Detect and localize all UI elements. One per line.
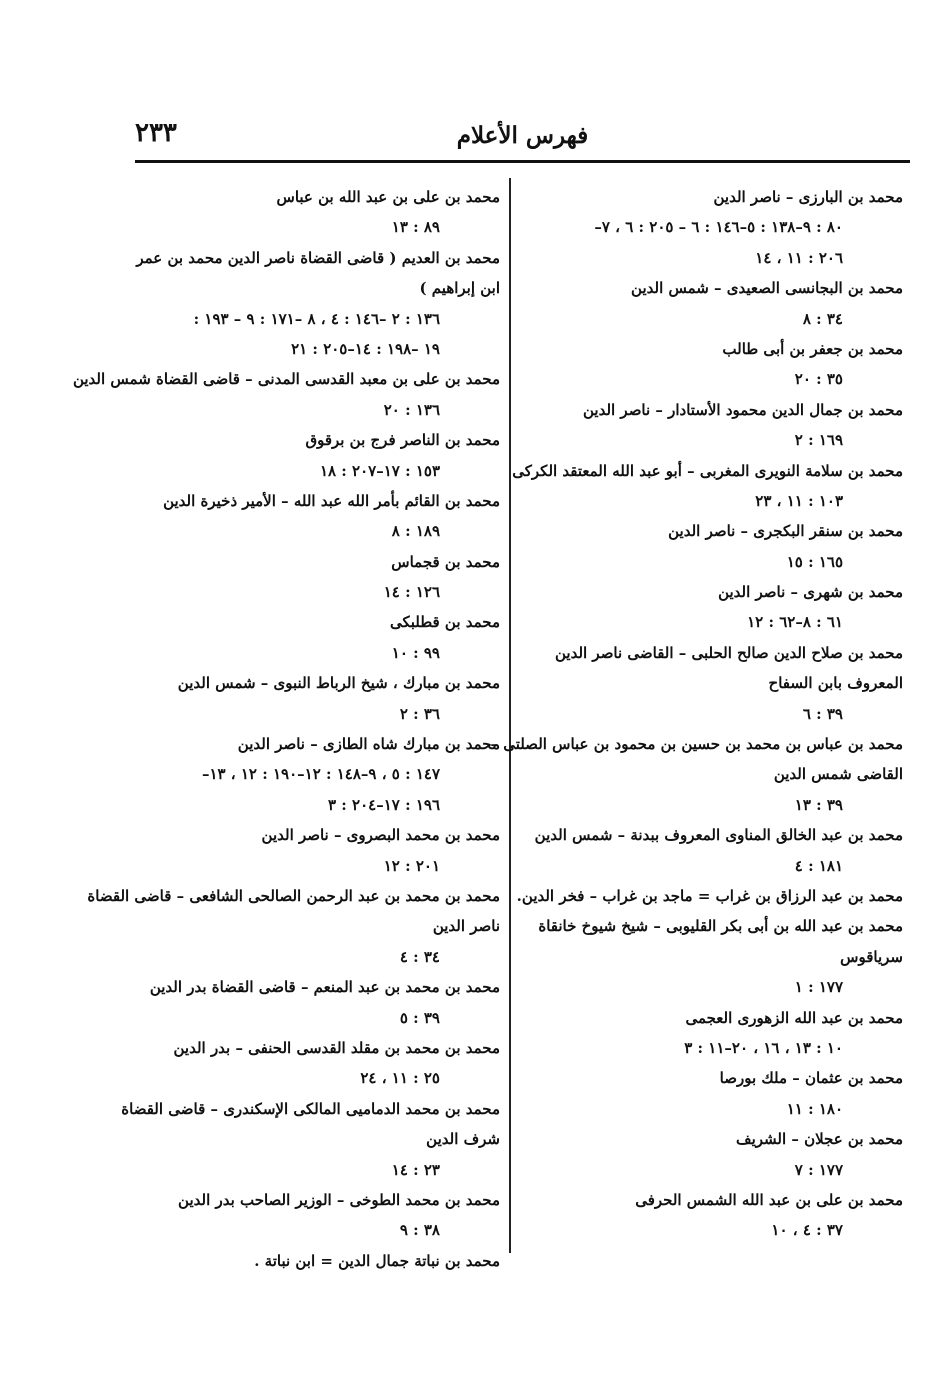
index-page-reference: ١٦٩ : ٢ (794, 431, 843, 450)
index-entry-name: محمد بن على بن معبد القدسى المدنى – قاضى القضاة شمس الدين (72, 370, 500, 389)
index-entry-name: محمد بن على بن عبد الله بن عباس (276, 188, 500, 206)
index-page-reference: ٢٠٦ : ١١ ، ١٤ (755, 248, 843, 267)
index-page-reference: ٣٩ : ١٣ (794, 795, 843, 814)
index-entry-name: محمد بن محمد بن مقلد القدسى الحنفى – بدر الدين (173, 1038, 500, 1057)
index-entry-name: محمد بن محمد بن عبد المنعم – قاضى القضاة بدر الدين (149, 978, 500, 997)
index-page-reference: ٣٩ : ٦ (802, 704, 843, 723)
header-rule (135, 160, 910, 163)
index-entry-name: محمد بن شهرى – ناصر الدين (718, 583, 903, 602)
index-page-reference: ١٩٦ : ١٧–٢٠٤ : ٣ (328, 795, 440, 814)
index-entry-name: محمد بن عبد الله بن أبى بكر القليوبى – شيخ شيوخ خانقاة (538, 917, 903, 936)
index-column-left (72, 182, 500, 1276)
index-entry-name: محمد بن البجانسى الصعيدى – شمس الدين (631, 279, 903, 298)
index-entry-name: محمد بن عجلان – الشريف (736, 1130, 903, 1149)
index-entry-name: محمد بن العديم ( قاضى القضاة ناصر الدين محمد بن عمر (136, 248, 500, 267)
index-page-reference: ١٣٦ : ٢ –١٤٦ : ٤ ، ٨ –١٧١ : ٩ – ١٩٣ : (193, 309, 440, 328)
index-page-reference: ١٧٧ : ٧ (794, 1160, 843, 1179)
page-title: فهرس الأعلام (456, 122, 589, 149)
index-page-reference: ٦١ : ٨–٦٢ : ١٢ (747, 613, 843, 632)
index-entry-name: محمد بن جمال الدين محمود الأستادار – ناصر الدين (582, 400, 903, 419)
index-entry-name: محمد بن مبارك ، شيخ الرباط النبوى – شمس الدين (177, 674, 500, 693)
index-entry-name: محمد بن محمد بن عبد الرحمن الصالحى الشافعى – قاضى القضاة (87, 886, 500, 905)
index-entry-name: محمد بن محمد الدماميى المالكى الإسكندرى – قاضى القضاة (121, 1099, 500, 1118)
index-entry-name: محمد بن عبد الخالق المناوى المعروف ببدنة – شمس الدين (534, 826, 903, 845)
index-page-reference: ٢٥ : ١١ ، ٢٤ (360, 1069, 440, 1088)
index-page-reference: ١٥٣ : ١٧–٢٠٧ : ١٨ (319, 461, 440, 480)
index-page-reference: ١٧٧ : ١ (794, 978, 843, 997)
index-entry-name: محمد بن جعفر بن أبى طالب (722, 339, 903, 358)
index-entry-name: القاضى شمس الدين (773, 765, 903, 784)
index-entry-name: محمد بن مبارك شاه الطازى – ناصر الدين (237, 735, 500, 754)
index-page-reference: ١٠٣ : ١١ ، ٢٣ (755, 491, 843, 510)
index-entry-name: محمد بن صلاح الدين صالح الحلبى – القاضى ناصر الدين (554, 643, 903, 662)
index-entry-name: محمد بن على بن عبد الله الشمس الحرفى (635, 1190, 903, 1209)
index-entry-name: محمد بن عثمان – ملك بورصا (719, 1069, 903, 1088)
index-page-reference: ١٣٦ : ٢٠ (383, 400, 440, 419)
index-page-reference: ٣٤ : ٨ (802, 309, 843, 328)
index-page-reference: ٩٩ : ١٠ (391, 643, 440, 662)
index-page-reference: ٢٠١ : ١٢ (383, 856, 440, 875)
index-page-reference: ٢٣ : ١٤ (391, 1160, 440, 1179)
index-page-reference: ١٢٦ : ١٤ (383, 583, 440, 602)
index-entry-name: ابن إبراهيم ) (419, 279, 500, 298)
index-entry-name: محمد بن القائم بأمر الله عبد الله – الأمير ذخيرة الدين (163, 491, 500, 510)
index-page-reference: ٣٦ : ٢ (399, 704, 440, 723)
index-entry-name: محمد بن سنقر البكجرى – ناصر الدين (668, 522, 903, 541)
index-page-reference: ١٨٩ : ٨ (391, 522, 440, 541)
index-page-reference: ١٤٧ : ٥ ، ٩–١٤٨ : ١٢–١٩٠ : ١٢ ، ١٣– (201, 765, 440, 784)
index-entry-name: محمد بن عبد الله الزهورى العجمى (685, 1008, 903, 1027)
column-divider (509, 178, 511, 1253)
index-entry-name: محمد بن محمد الطوخى – الوزير الصاحب بدر الدين (178, 1190, 500, 1209)
index-page-reference: ١٨١ : ٤ (794, 856, 843, 875)
index-entry-name: محمد بن نباتة جمال الدين = ابن نباتة . (254, 1251, 500, 1270)
index-entry-name: شرف الدين (426, 1130, 500, 1149)
index-page-reference: ١٠ : ١٣ ، ١٦ ، ٢٠–١١ : ٣ (684, 1038, 843, 1057)
index-entry-name: محمد بن البارزى – ناصر الدين (713, 188, 903, 206)
index-page-reference: ٣٤ : ٤ (399, 947, 440, 966)
index-page-reference: ١٩ –١٩٨ : ١٤–٢٠٥ : ٢١ (291, 339, 440, 358)
index-page-reference: ٨٠ : ٩–١٣٨ : ٥–١٤٦ : ٦ – ٢٠٥ : ٦ ، ٧– (594, 218, 843, 237)
index-entry-name: المعروف بابن السفاح (768, 674, 903, 693)
index-page-reference: ٨٩ : ١٣ (391, 218, 440, 237)
index-entry-name: محمد بن سلامة النويرى المغربى – أبو عبد الله المعتقد الكركى (512, 461, 903, 480)
index-page-reference: ٣٧ : ٤ ، ١٠ (771, 1221, 843, 1240)
index-page-reference: ٣٥ : ٢٠ (794, 370, 843, 389)
index-page-reference: ٣٩ : ٥ (399, 1008, 440, 1027)
index-entry-name: محمد بن عبد الرزاق بن غراب = ماجد بن غراب – فخر الدين. (516, 886, 903, 905)
index-entry-name: محمد بن محمد البصروى – ناصر الدين (261, 826, 500, 845)
page-header (135, 110, 910, 165)
index-entry-name: ناصر الدين (432, 917, 500, 936)
index-column-right (490, 182, 903, 1246)
index-entry-name: محمد بن قجماس (391, 552, 500, 571)
index-entry-name: محمد بن قطلبكى (389, 613, 500, 632)
index-page-reference: ٣٨ : ٩ (399, 1221, 440, 1240)
index-entry-name: سرياقوس (840, 947, 903, 966)
index-page-reference: ١٦٥ : ١٥ (786, 552, 843, 571)
index-entry-name: محمد بن عباس بن محمد بن حسين بن محمود بن عباس الصلتى – (490, 735, 903, 754)
index-entry-name: محمد بن الناصر فرج بن برقوق (305, 431, 500, 450)
index-page-reference: ١٨٠ : ١١ (786, 1099, 843, 1118)
page-number: ٢٣٣ (135, 118, 177, 148)
